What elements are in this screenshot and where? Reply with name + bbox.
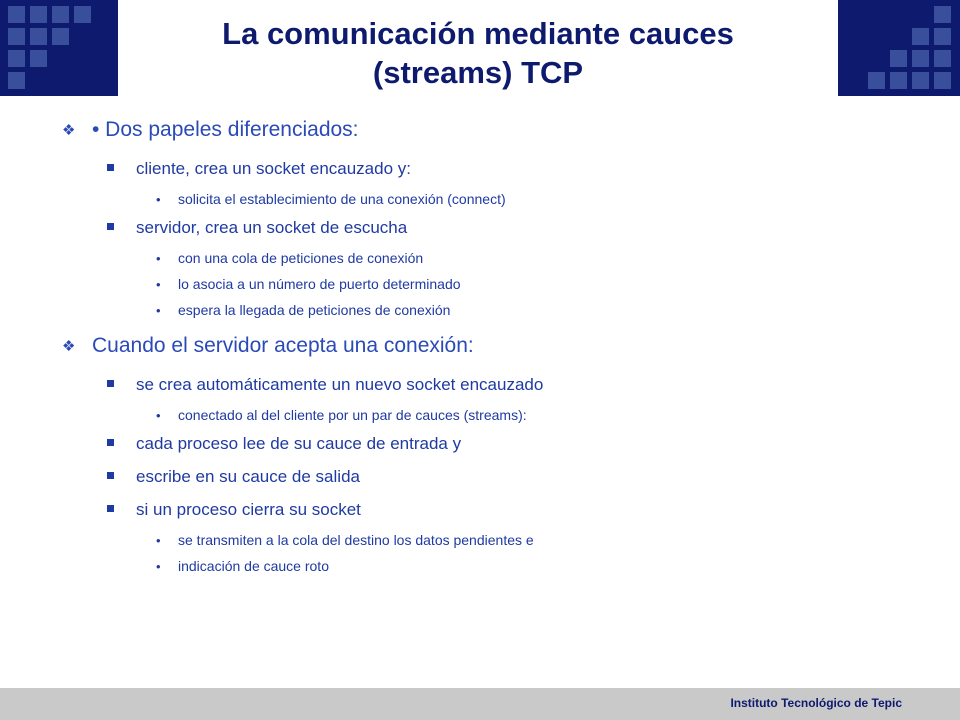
square-bullet-icon: [107, 164, 114, 171]
bullet-text: espera la llegada de peticiones de conexión: [178, 302, 451, 318]
dot-bullet-icon: •: [156, 303, 161, 318]
bullet-level3: [156, 302, 922, 319]
bullet-level3: [156, 532, 922, 549]
bullet-text: se crea automáticamente un nuevo socket encauzado: [136, 375, 544, 394]
decor-square-icon: [934, 6, 951, 23]
bullet-text: Cuando el servidor acepta una conexión:: [92, 334, 474, 357]
square-bullet-icon: [107, 505, 114, 512]
bullet-text: si un proceso cierra su socket: [136, 500, 361, 519]
decor-square-icon: [912, 72, 929, 89]
diamond-bullet-icon: ❖: [62, 122, 76, 139]
bullet-level2: [136, 158, 922, 179]
square-bullet-icon: [107, 472, 114, 479]
decor-square-icon: [8, 6, 25, 23]
decor-square-icon: [30, 6, 47, 23]
title-line-1: La comunicación mediante cauces: [222, 16, 734, 51]
title-line-2: (streams) TCP: [372, 55, 584, 90]
square-bullet-icon: [107, 439, 114, 446]
bullet-level3: [156, 276, 922, 293]
bullet-text: con una cola de peticiones de conexión: [178, 250, 424, 266]
bullet-text: • Dos papeles diferenciados:: [92, 118, 359, 141]
bullet-text: lo asocia a un número de puerto determinado: [178, 276, 461, 292]
decor-square-icon: [934, 50, 951, 67]
bullet-level3: [156, 191, 922, 208]
bullet-level2: [136, 499, 922, 520]
bullet-text: se transmiten a la cola del destino los datos pendientes e: [178, 532, 534, 548]
footer-institution: Instituto Tecnológico de Tepic: [730, 696, 902, 710]
decor-square-icon: [8, 28, 25, 45]
square-bullet-icon: [107, 380, 114, 387]
bullet-level2: [136, 374, 922, 395]
dot-bullet-icon: •: [156, 559, 161, 574]
slide-title: [118, 14, 838, 92]
bullet-text: escribe en su cauce de salida: [136, 467, 360, 486]
bullet-level2: [136, 433, 922, 454]
bullet-level3: [156, 250, 922, 267]
bullet-text: cada proceso lee de su cauce de entrada y: [136, 434, 462, 453]
dot-bullet-icon: •: [156, 251, 161, 266]
bullet-text: indicación de cauce roto: [178, 558, 329, 574]
bullet-level1: [62, 118, 922, 142]
dot-bullet-icon: •: [156, 277, 161, 292]
bullet-level2: [136, 217, 922, 238]
bullet-list: [62, 118, 922, 584]
dot-bullet-icon: •: [156, 408, 161, 423]
decor-square-icon: [890, 72, 907, 89]
decor-square-icon: [868, 72, 885, 89]
bullet-level2: [136, 466, 922, 487]
decor-square-icon: [912, 28, 929, 45]
decor-square-icon: [30, 50, 47, 67]
diamond-bullet-icon: ❖: [62, 338, 76, 355]
decor-square-icon: [934, 72, 951, 89]
bullet-text: conectado al del cliente por un par de cauces (streams):: [178, 407, 527, 423]
square-bullet-icon: [107, 223, 114, 230]
decor-square-icon: [8, 50, 25, 67]
bullet-text: servidor, crea un socket de escucha: [136, 218, 408, 237]
dot-bullet-icon: •: [156, 533, 161, 548]
decor-square-icon: [912, 50, 929, 67]
decor-square-icon: [52, 6, 69, 23]
bullet-level1: [62, 334, 922, 358]
decor-square-icon: [934, 28, 951, 45]
dot-bullet-icon: •: [156, 192, 161, 207]
decor-square-icon: [52, 28, 69, 45]
bullet-text: cliente, crea un socket encauzado y:: [136, 159, 411, 178]
footer-bar: [0, 688, 960, 720]
decor-square-icon: [30, 28, 47, 45]
decor-square-icon: [74, 6, 91, 23]
bullet-text: solicita el establecimiento de una conexión (connect): [178, 191, 506, 207]
bullet-level3: [156, 558, 922, 575]
bullet-level3: [156, 407, 922, 424]
decor-square-icon: [890, 50, 907, 67]
decor-square-icon: [8, 72, 25, 89]
